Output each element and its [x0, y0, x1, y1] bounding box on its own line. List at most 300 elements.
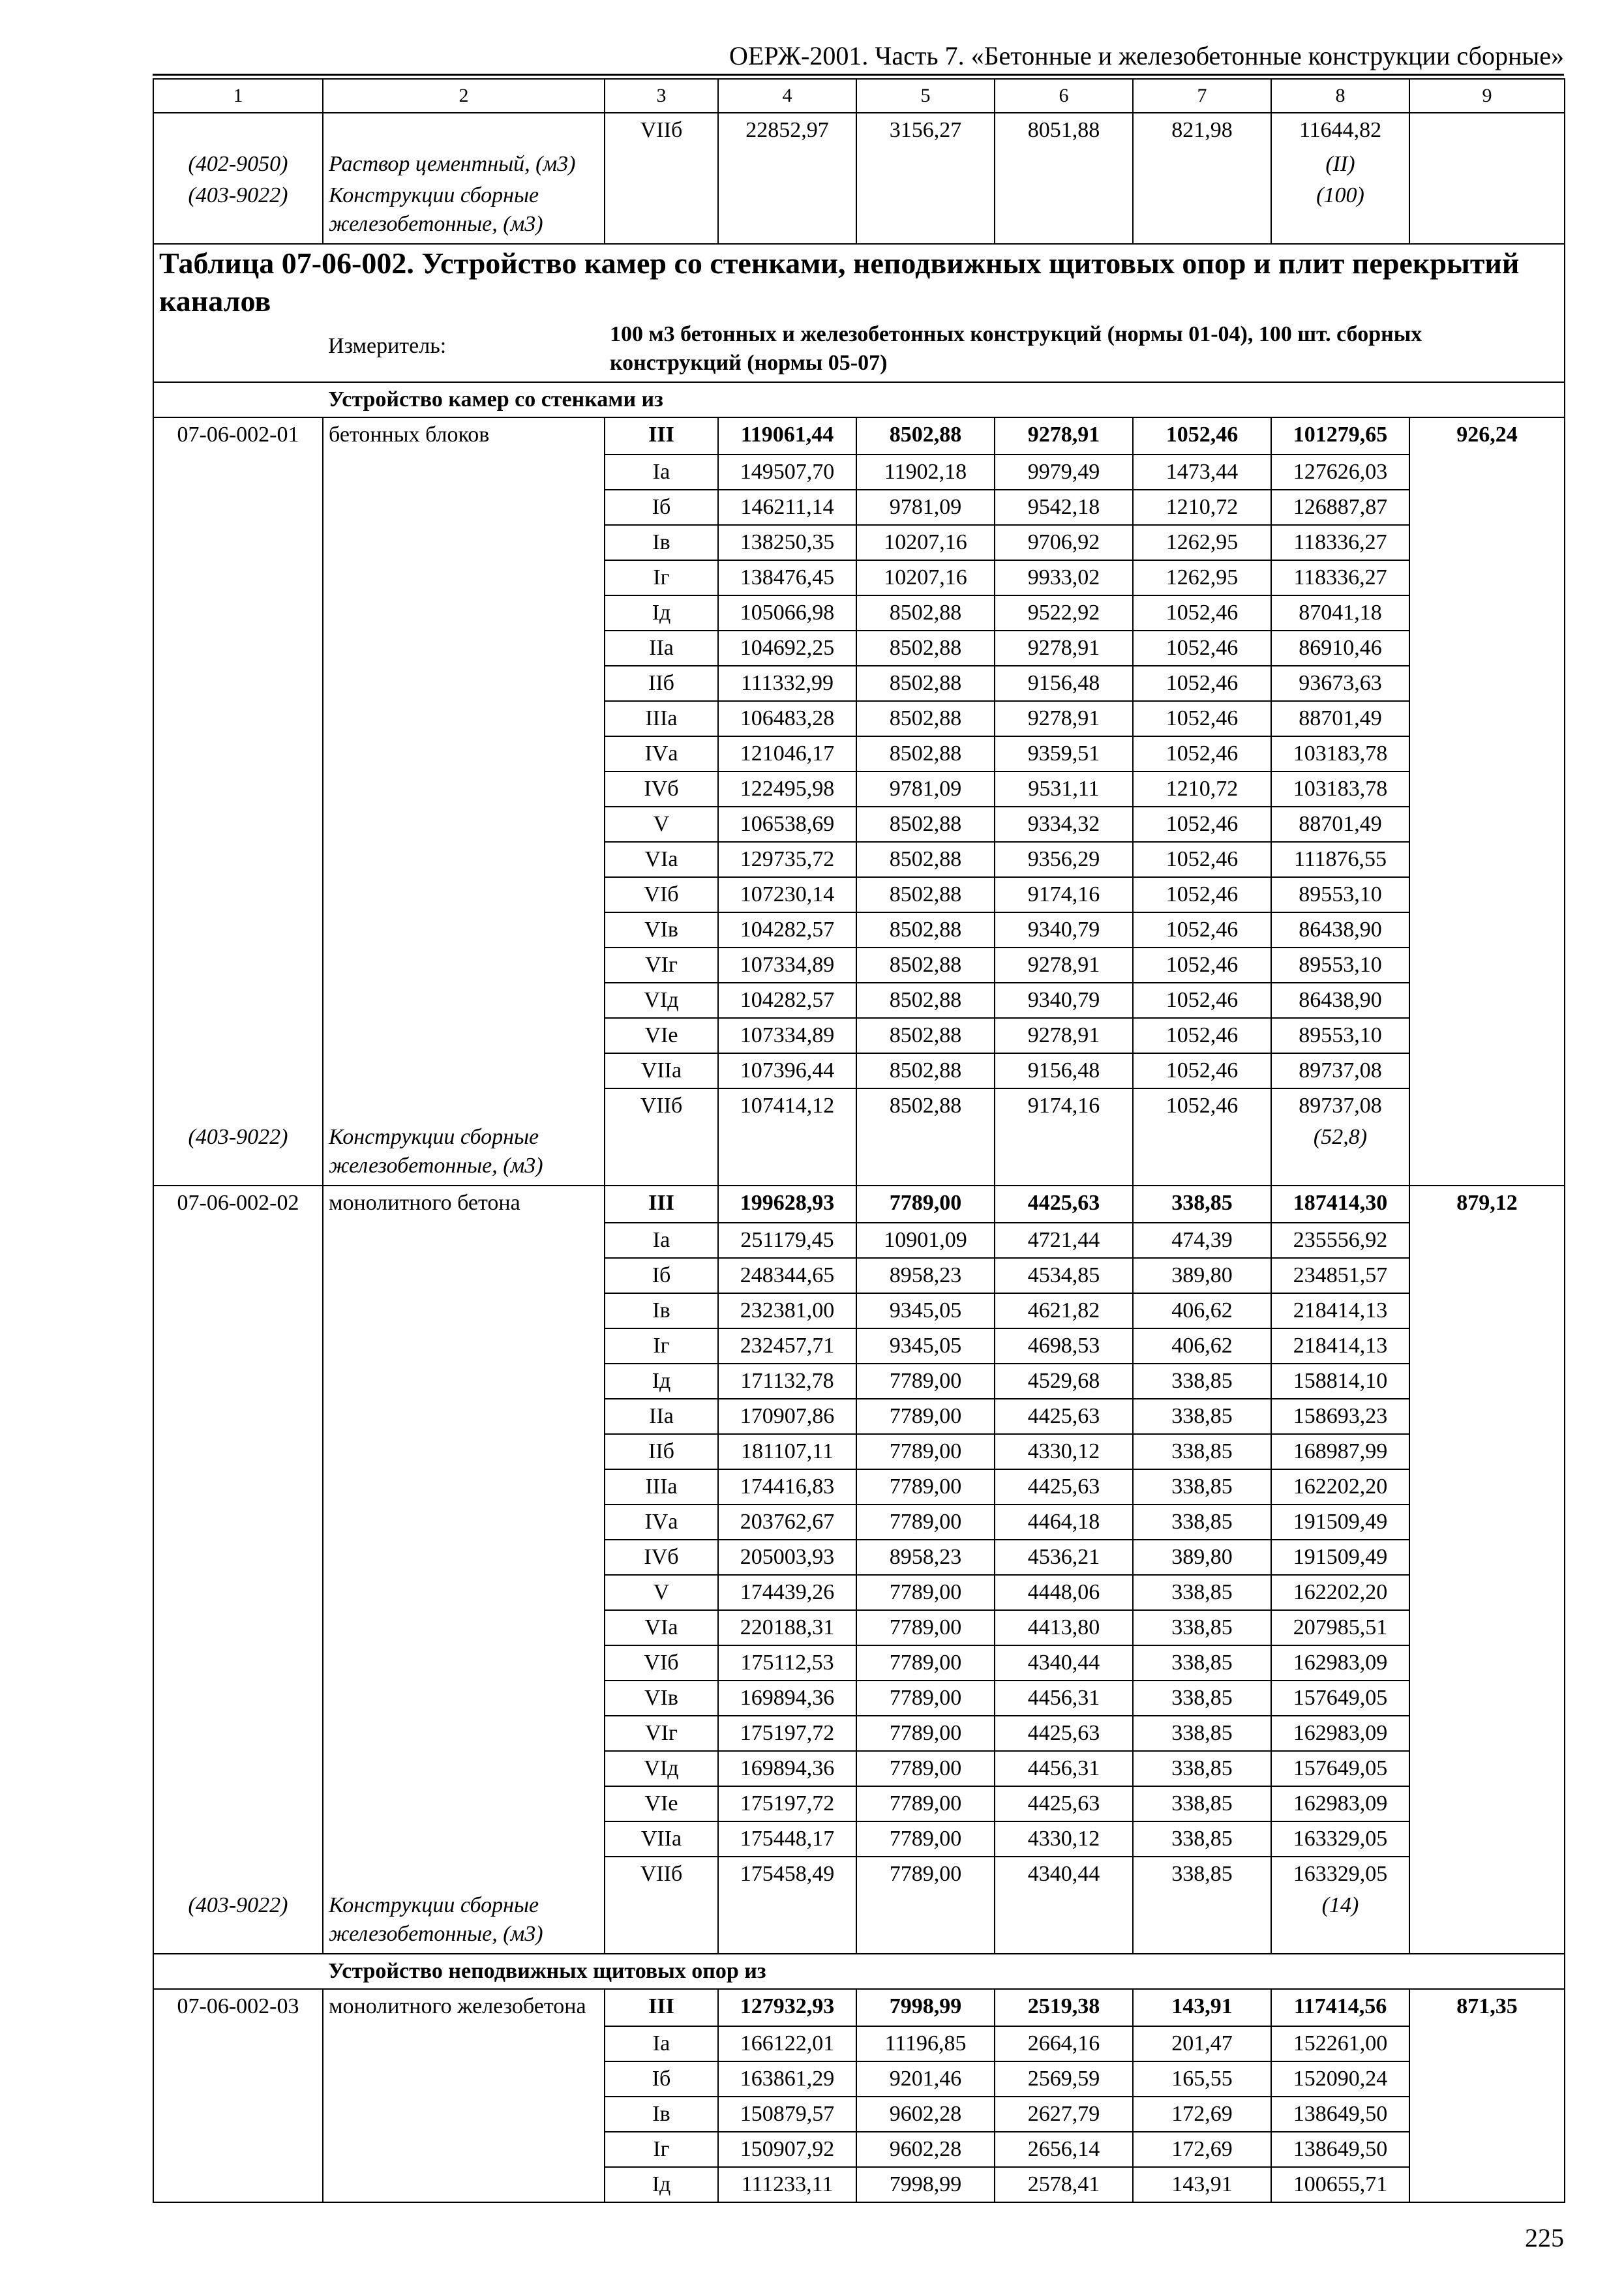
value-cell: 9522,92 [995, 595, 1133, 631]
value-cell: 172,69 [1133, 2132, 1271, 2167]
value-cell: 7789,00 [856, 1821, 995, 1857]
zone-cell: Iа [605, 1223, 718, 1258]
value-cell: 7998,99 [856, 2167, 995, 2202]
value-cell: 4456,31 [995, 1751, 1133, 1786]
zone-cell: VIа [605, 1610, 718, 1645]
value-cell: 174439,26 [718, 1575, 856, 1610]
value-cell: 234851,57 [1271, 1258, 1409, 1293]
value-cell: 158814,10 [1271, 1364, 1409, 1399]
value-cell: 338,85 [1133, 1821, 1271, 1857]
value-cell: 1262,95 [1133, 560, 1271, 595]
value-cell: 165,55 [1133, 2061, 1271, 2097]
value-cell: 9359,51 [995, 736, 1133, 771]
value-cell: 7789,00 [856, 1399, 995, 1434]
value-cell: 93673,63 [1271, 666, 1409, 701]
value-cell: 251179,45 [718, 1223, 856, 1258]
table-row [153, 113, 1565, 147]
value-cell: 104692,25 [718, 631, 856, 666]
value-cell: 163329,05 [1271, 1857, 1409, 1891]
value-cell: 2569,59 [995, 2061, 1133, 2097]
table-row [153, 1645, 1565, 1681]
value-cell: 117414,56 [1271, 1989, 1409, 2026]
value-cell: 7789,00 [856, 1857, 995, 1891]
table-row [153, 2167, 1565, 2202]
table-row [153, 1293, 1565, 1328]
column-number: 4 [718, 79, 856, 113]
value-cell: 4529,68 [995, 1364, 1133, 1399]
value-cell: 9602,28 [856, 2097, 995, 2132]
value-cell: 9174,16 [995, 877, 1133, 912]
value-cell: 121046,17 [718, 736, 856, 771]
table-row [153, 1328, 1565, 1364]
value-cell: 152261,00 [1271, 2026, 1409, 2061]
value-cell: 111876,55 [1271, 842, 1409, 877]
value-cell: 3156,27 [856, 113, 995, 147]
value-cell: 1210,72 [1133, 490, 1271, 525]
work-name: монолитного железобетона [323, 1989, 605, 2026]
value-cell: 1052,46 [1133, 701, 1271, 736]
value-cell: 338,85 [1133, 1399, 1271, 1434]
zone-cell: VIб [605, 877, 718, 912]
value-cell: 88701,49 [1271, 701, 1409, 736]
value-cell: 235556,92 [1271, 1223, 1409, 1258]
total-value: 926,24 [1409, 417, 1565, 455]
value-cell: 9278,91 [995, 631, 1133, 666]
value-cell: 201,47 [1133, 2026, 1271, 2061]
value-cell: 150907,92 [718, 2132, 856, 2167]
zone-cell: Iд [605, 2167, 718, 2202]
value-cell: 4721,44 [995, 1223, 1133, 1258]
value-cell: 1052,46 [1133, 631, 1271, 666]
table-row [153, 807, 1565, 842]
measure-text: 100 м3 бетонных и железобетонных конструкций (нормы 01-04), 100 шт. сборных конструкций (нормы 05-07) [605, 320, 1565, 382]
value-cell: 7789,00 [856, 1186, 995, 1223]
value-cell: 406,62 [1133, 1293, 1271, 1328]
value-cell: 218414,13 [1271, 1293, 1409, 1328]
column-number: 9 [1409, 79, 1565, 113]
value-cell: 10207,16 [856, 560, 995, 595]
value-cell: 1052,46 [1133, 1018, 1271, 1053]
table-row [153, 736, 1565, 771]
resource-name: Конструкции сборные железобетонные, (м3) [323, 1123, 605, 1186]
zone-cell: IVа [605, 736, 718, 771]
value-cell: 7789,00 [856, 1645, 995, 1681]
value-cell: 4425,63 [995, 1399, 1133, 1434]
table-row [153, 983, 1565, 1018]
value-cell: 9345,05 [856, 1293, 995, 1328]
resource-note-row [153, 147, 1565, 181]
value-cell: 171132,78 [718, 1364, 856, 1399]
value-cell: 338,85 [1133, 1575, 1271, 1610]
zone-cell: VIIа [605, 1053, 718, 1088]
value-cell: 162983,09 [1271, 1645, 1409, 1681]
table-row [153, 417, 1565, 455]
value-cell: 4425,63 [995, 1186, 1133, 1223]
column-number: 2 [323, 79, 605, 113]
value-cell: 4330,12 [995, 1434, 1133, 1469]
value-cell: 162202,20 [1271, 1469, 1409, 1504]
table-row [153, 1504, 1565, 1540]
value-cell: 1052,46 [1133, 877, 1271, 912]
running-header: ОЕРЖ-2001. Часть 7. «Бетонные и железобетонные конструкции сборные» [729, 41, 1564, 70]
value-cell: 8502,88 [856, 807, 995, 842]
value-cell: 187414,30 [1271, 1186, 1409, 1223]
table-row [153, 771, 1565, 807]
resource-note-row [153, 1123, 1565, 1186]
value-cell: 175112,53 [718, 1645, 856, 1681]
zone-cell: Iг [605, 2132, 718, 2167]
zone-cell: V [605, 1575, 718, 1610]
value-cell: 89737,08 [1271, 1053, 1409, 1088]
zone-cell: Iд [605, 595, 718, 631]
rate-code: 07-06-002-02 [153, 1186, 323, 1223]
table-row [153, 1610, 1565, 1645]
value-cell: 146211,14 [718, 490, 856, 525]
value-cell: 9156,48 [995, 1053, 1133, 1088]
value-cell: 86438,90 [1271, 983, 1409, 1018]
value-cell: 86910,46 [1271, 631, 1409, 666]
value-cell: 1052,46 [1133, 983, 1271, 1018]
value-cell: 169894,36 [718, 1681, 856, 1716]
value-cell: 9278,91 [995, 948, 1133, 983]
value-cell: 821,98 [1133, 113, 1271, 147]
value-cell: 7789,00 [856, 1610, 995, 1645]
value-cell: 1052,46 [1133, 842, 1271, 877]
value-cell: 11644,82 [1271, 113, 1409, 147]
table-row [153, 455, 1565, 490]
zone-cell: IIIа [605, 701, 718, 736]
value-cell: 8502,88 [856, 417, 995, 455]
value-cell: 4340,44 [995, 1857, 1133, 1891]
value-cell: 168987,99 [1271, 1434, 1409, 1469]
value-cell: 9156,48 [995, 666, 1133, 701]
value-cell: 104282,57 [718, 912, 856, 948]
value-cell: 104282,57 [718, 983, 856, 1018]
zone-cell: VIе [605, 1018, 718, 1053]
zone-cell: Iб [605, 490, 718, 525]
column-number: 7 [1133, 79, 1271, 113]
table-row [153, 1053, 1565, 1088]
value-cell: 162983,09 [1271, 1786, 1409, 1821]
zone-cell: IIб [605, 1434, 718, 1469]
table-row [153, 1258, 1565, 1293]
value-cell: 4698,53 [995, 1328, 1133, 1364]
value-cell: 22852,97 [718, 113, 856, 147]
value-cell: 203762,67 [718, 1504, 856, 1540]
value-cell: 107414,12 [718, 1088, 856, 1123]
column-number: 1 [153, 79, 323, 113]
value-cell: 106538,69 [718, 807, 856, 842]
value-cell: 7789,00 [856, 1681, 995, 1716]
value-cell: 111332,99 [718, 666, 856, 701]
zone-cell: Iа [605, 2026, 718, 2061]
value-cell: 8502,88 [856, 701, 995, 736]
table-title-row [153, 244, 1565, 320]
value-cell: 138476,45 [718, 560, 856, 595]
value-cell: 118336,27 [1271, 560, 1409, 595]
value-cell: 8502,88 [856, 666, 995, 701]
value-cell: 191509,49 [1271, 1540, 1409, 1575]
zone-cell: VIд [605, 1751, 718, 1786]
zone-cell: VIв [605, 1681, 718, 1716]
resource-name: Раствор цементный, (м3) [323, 147, 605, 181]
value-cell: 8502,88 [856, 631, 995, 666]
value-cell: 4464,18 [995, 1504, 1133, 1540]
value-cell: 338,85 [1133, 1857, 1271, 1891]
table-row [153, 912, 1565, 948]
value-cell: 7789,00 [856, 1364, 995, 1399]
resource-value: (100) [1271, 181, 1409, 244]
section-row [153, 382, 1565, 417]
value-cell: 232457,71 [718, 1328, 856, 1364]
value-cell: 4330,12 [995, 1821, 1133, 1857]
value-cell: 406,62 [1133, 1328, 1271, 1364]
value-cell: 9706,92 [995, 525, 1133, 560]
rate-code: 07-06-002-01 [153, 417, 323, 455]
value-cell: 166122,01 [718, 2026, 856, 2061]
value-cell: 162983,09 [1271, 1716, 1409, 1751]
header-rule [153, 74, 1564, 76]
zone-cell: Iг [605, 1328, 718, 1364]
value-cell: 1052,46 [1133, 948, 1271, 983]
value-cell: 89553,10 [1271, 948, 1409, 983]
value-cell: 191509,49 [1271, 1504, 1409, 1540]
work-name: монолитного бетона [323, 1186, 605, 1223]
value-cell: 1052,46 [1133, 595, 1271, 631]
column-number: 3 [605, 79, 718, 113]
resource-name: Конструкции сборные железобетонные, (м3) [323, 181, 605, 244]
column-number: 5 [856, 79, 995, 113]
value-cell: 8502,88 [856, 948, 995, 983]
value-cell: 118336,27 [1271, 525, 1409, 560]
value-cell: 129735,72 [718, 842, 856, 877]
value-cell: 172,69 [1133, 2097, 1271, 2132]
table-row [153, 948, 1565, 983]
value-cell: 4425,63 [995, 1786, 1133, 1821]
resource-code: (403-9022) [153, 1123, 323, 1186]
value-cell: 1473,44 [1133, 455, 1271, 490]
table-row [153, 1989, 1565, 2026]
value-cell: 9345,05 [856, 1328, 995, 1364]
table-row [153, 1364, 1565, 1399]
value-cell: 9334,32 [995, 807, 1133, 842]
value-cell: 1052,46 [1133, 807, 1271, 842]
value-cell: 87041,18 [1271, 595, 1409, 631]
value-cell: 89553,10 [1271, 1018, 1409, 1053]
value-cell: 1052,46 [1133, 736, 1271, 771]
value-cell: 143,91 [1133, 1989, 1271, 2026]
zone-cell: IIб [605, 666, 718, 701]
zone-cell: IIа [605, 631, 718, 666]
zone-cell: VIе [605, 1786, 718, 1821]
table-row [153, 560, 1565, 595]
section-title: Устройство камер со стенками из [323, 382, 1565, 417]
value-cell: 338,85 [1133, 1186, 1271, 1223]
table-row [153, 1399, 1565, 1434]
value-cell: 127626,03 [1271, 455, 1409, 490]
value-cell: 103183,78 [1271, 736, 1409, 771]
value-cell: 8502,88 [856, 1018, 995, 1053]
zone-cell: VIв [605, 912, 718, 948]
zone-cell: Iа [605, 455, 718, 490]
section-title: Устройство неподвижных щитовых опор из [323, 1954, 1565, 1989]
value-cell: 4425,63 [995, 1469, 1133, 1504]
value-cell: 9542,18 [995, 490, 1133, 525]
value-cell: 11902,18 [856, 455, 995, 490]
table-row [153, 1469, 1565, 1504]
value-cell: 174416,83 [718, 1469, 856, 1504]
zone-cell: Iв [605, 525, 718, 560]
value-cell: 9602,28 [856, 2132, 995, 2167]
table-row [153, 1786, 1565, 1821]
value-cell: 1052,46 [1133, 1088, 1271, 1123]
value-cell: 338,85 [1133, 1434, 1271, 1469]
value-cell: 4340,44 [995, 1645, 1133, 1681]
value-cell: 88701,49 [1271, 807, 1409, 842]
value-cell: 175458,49 [718, 1857, 856, 1891]
value-cell: 10901,09 [856, 1223, 995, 1258]
table-row [153, 1223, 1565, 1258]
value-cell: 7789,00 [856, 1575, 995, 1610]
table-row [153, 701, 1565, 736]
value-cell: 232381,00 [718, 1293, 856, 1328]
value-cell: 1052,46 [1133, 417, 1271, 455]
value-cell: 7998,99 [856, 1989, 995, 2026]
value-cell: 86438,90 [1271, 912, 1409, 948]
value-cell: 8502,88 [856, 983, 995, 1018]
value-cell: 7789,00 [856, 1786, 995, 1821]
value-cell: 8958,23 [856, 1258, 995, 1293]
value-cell: 162202,20 [1271, 1575, 1409, 1610]
value-cell: 7789,00 [856, 1469, 995, 1504]
table-row [153, 2026, 1565, 2061]
value-cell: 11196,85 [856, 2026, 995, 2061]
value-cell: 10207,16 [856, 525, 995, 560]
value-cell: 138250,35 [718, 525, 856, 560]
value-cell: 4413,80 [995, 1610, 1133, 1645]
value-cell: 9278,91 [995, 1018, 1133, 1053]
table-row [153, 2097, 1565, 2132]
zone-cell: VIIа [605, 1821, 718, 1857]
table-row [153, 631, 1565, 666]
value-cell: 157649,05 [1271, 1681, 1409, 1716]
table-title: Таблица 07-06-002. Устройство камер со стенками, неподвижных щитовых опор и плит перекрытий каналов [153, 244, 1565, 320]
value-cell: 1262,95 [1133, 525, 1271, 560]
value-cell: 126887,87 [1271, 490, 1409, 525]
value-cell: 1052,46 [1133, 1053, 1271, 1088]
zone-cell: Iд [605, 1364, 718, 1399]
value-cell: 169894,36 [718, 1751, 856, 1786]
table-row [153, 525, 1565, 560]
value-cell: 105066,98 [718, 595, 856, 631]
value-cell: 158693,23 [1271, 1399, 1409, 1434]
page-number: 225 [1525, 2223, 1564, 2252]
value-cell: 338,85 [1133, 1681, 1271, 1716]
zone-cell: VIIб [605, 1088, 718, 1123]
value-cell: 338,85 [1133, 1786, 1271, 1821]
value-cell: 149507,70 [718, 455, 856, 490]
value-cell: 89737,08 [1271, 1088, 1409, 1123]
value-cell: 8502,88 [856, 912, 995, 948]
value-cell: 150879,57 [718, 2097, 856, 2132]
resource-value: (52,8) [1271, 1123, 1409, 1186]
value-cell: 9201,46 [856, 2061, 995, 2097]
value-cell: 138649,50 [1271, 2132, 1409, 2167]
value-cell: 106483,28 [718, 701, 856, 736]
table-row [153, 1716, 1565, 1751]
zone-cell: III [605, 1186, 718, 1223]
value-cell: 8051,88 [995, 113, 1133, 147]
value-cell: 181107,11 [718, 1434, 856, 1469]
value-cell: 8502,88 [856, 1088, 995, 1123]
total-value: 871,35 [1409, 1989, 1565, 2026]
zone-cell: V [605, 807, 718, 842]
table-row [153, 490, 1565, 525]
measure-label: Измеритель: [328, 334, 447, 358]
value-cell: 338,85 [1133, 1610, 1271, 1645]
value-cell: 4621,82 [995, 1293, 1133, 1328]
table-row [153, 1751, 1565, 1786]
value-cell: 9278,91 [995, 417, 1133, 455]
zone-cell: Iв [605, 2097, 718, 2132]
value-cell: 4534,85 [995, 1258, 1133, 1293]
table-row [153, 1857, 1565, 1891]
value-cell: 2656,14 [995, 2132, 1133, 2167]
value-cell: 107334,89 [718, 948, 856, 983]
zone-cell: VIIб [605, 113, 718, 147]
total-value: 879,12 [1409, 1186, 1565, 1223]
value-cell: 199628,93 [718, 1186, 856, 1223]
value-cell: 8502,88 [856, 595, 995, 631]
value-cell: 1052,46 [1133, 912, 1271, 948]
value-cell: 338,85 [1133, 1751, 1271, 1786]
value-cell: 9356,29 [995, 842, 1133, 877]
value-cell: 103183,78 [1271, 771, 1409, 807]
table-row [153, 1434, 1565, 1469]
zone-cell: Iб [605, 1258, 718, 1293]
table-row [153, 1088, 1565, 1123]
table-row [153, 595, 1565, 631]
zone-cell: VIIб [605, 1857, 718, 1891]
value-cell: 9174,16 [995, 1088, 1133, 1123]
value-cell: 218414,13 [1271, 1328, 1409, 1364]
zone-cell: IVа [605, 1504, 718, 1540]
zone-cell: VIд [605, 983, 718, 1018]
table-row [153, 2132, 1565, 2167]
value-cell: 89553,10 [1271, 877, 1409, 912]
value-cell: 9781,09 [856, 771, 995, 807]
resource-code: (403-9022) [153, 181, 323, 244]
value-cell: 338,85 [1133, 1364, 1271, 1399]
table-row [153, 1186, 1565, 1223]
value-cell: 2578,41 [995, 2167, 1133, 2202]
column-number: 8 [1271, 79, 1409, 113]
value-cell: 101279,65 [1271, 417, 1409, 455]
value-cell: 338,85 [1133, 1504, 1271, 1540]
value-cell: 9278,91 [995, 701, 1133, 736]
value-cell: 163861,29 [718, 2061, 856, 2097]
resource-value: (14) [1271, 1891, 1409, 1954]
value-cell: 9340,79 [995, 983, 1133, 1018]
value-cell: 4536,21 [995, 1540, 1133, 1575]
value-cell: 138649,50 [1271, 2097, 1409, 2132]
value-cell: 2519,38 [995, 1989, 1133, 2026]
value-cell: 122495,98 [718, 771, 856, 807]
zone-cell: Iв [605, 1293, 718, 1328]
value-cell: 152090,24 [1271, 2061, 1409, 2097]
resource-value: (II) [1271, 147, 1409, 181]
resource-note-row [153, 1891, 1565, 1954]
